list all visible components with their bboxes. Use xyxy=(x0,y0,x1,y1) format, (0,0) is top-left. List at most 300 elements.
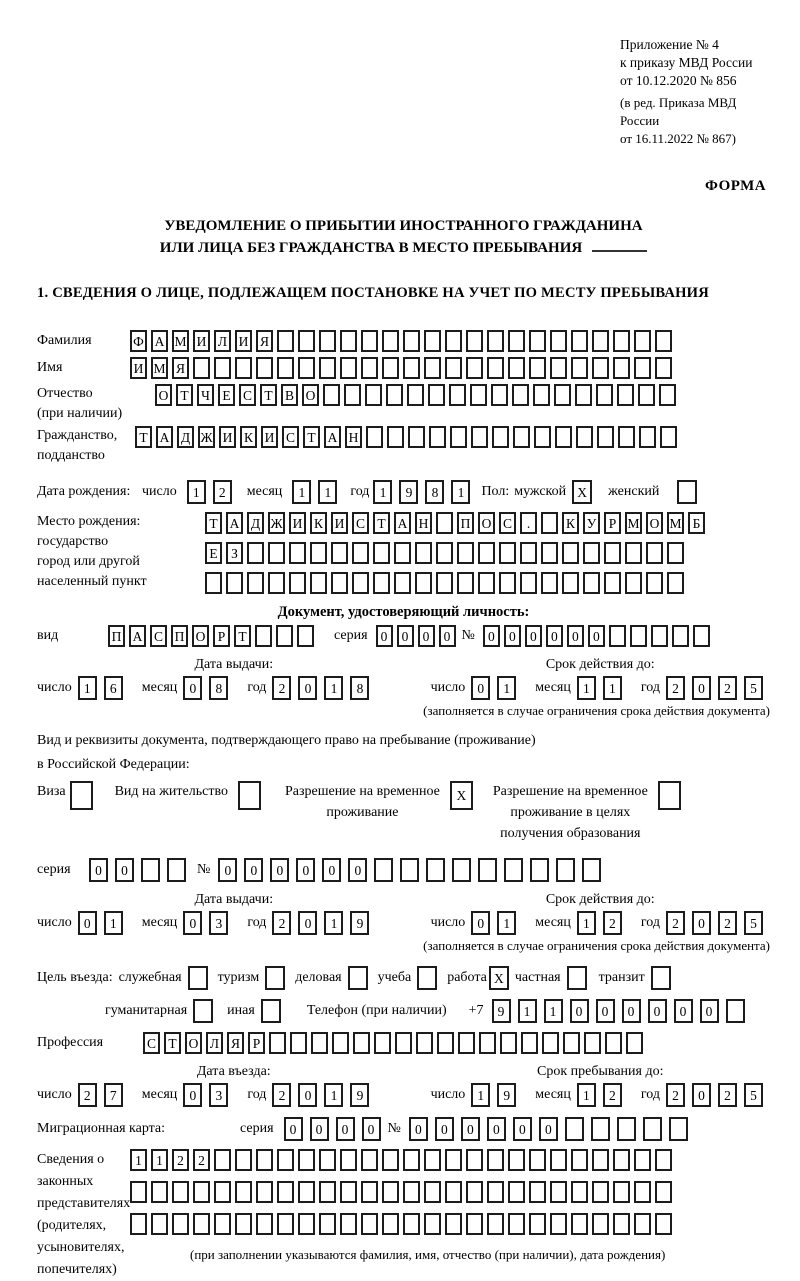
char-cell[interactable]: С xyxy=(150,625,167,647)
char-cell[interactable]: 0 xyxy=(622,999,641,1023)
char-cell[interactable]: 0 xyxy=(692,676,711,700)
char-cell[interactable] xyxy=(491,384,508,406)
char-cell[interactable] xyxy=(247,572,264,594)
char-cell[interactable]: М xyxy=(625,512,642,534)
char-cell[interactable]: 1 xyxy=(451,480,470,504)
char-cell[interactable] xyxy=(277,357,294,379)
char-cell[interactable] xyxy=(583,572,600,594)
char-cell[interactable] xyxy=(541,512,558,534)
char-cell[interactable] xyxy=(403,1149,420,1171)
char-cell[interactable] xyxy=(529,330,546,352)
char-cell[interactable]: 0 xyxy=(115,858,134,882)
char-cell[interactable] xyxy=(436,542,453,564)
char-cell[interactable] xyxy=(130,1181,147,1203)
char-cell[interactable] xyxy=(436,572,453,594)
char-cell[interactable] xyxy=(256,1213,273,1235)
char-cell[interactable]: Я xyxy=(172,357,189,379)
char-cell[interactable] xyxy=(235,1181,252,1203)
char-cell[interactable] xyxy=(466,1181,483,1203)
char-cell[interactable] xyxy=(374,1032,391,1054)
char-cell[interactable] xyxy=(550,1181,567,1203)
char-cell[interactable] xyxy=(693,625,710,647)
char-cell[interactable] xyxy=(214,1149,231,1171)
char-cell[interactable] xyxy=(605,1032,622,1054)
char-cell[interactable]: А xyxy=(156,426,173,448)
char-cell[interactable]: Р xyxy=(248,1032,265,1054)
char-cell[interactable] xyxy=(613,1181,630,1203)
char-cell[interactable]: 0 xyxy=(674,999,693,1023)
char-cell[interactable]: 0 xyxy=(298,676,317,700)
char-cell[interactable] xyxy=(672,625,689,647)
char-cell[interactable] xyxy=(172,1213,189,1235)
char-cell[interactable] xyxy=(487,1149,504,1171)
char-cell[interactable] xyxy=(669,1117,688,1141)
char-cell[interactable]: С xyxy=(282,426,299,448)
purpose-private-checkbox[interactable] xyxy=(567,966,587,990)
char-cell[interactable]: 2 xyxy=(193,1149,210,1171)
char-cell[interactable]: С xyxy=(143,1032,160,1054)
char-cell[interactable] xyxy=(533,384,550,406)
char-cell[interactable]: 0 xyxy=(471,911,490,935)
char-cell[interactable] xyxy=(319,1213,336,1235)
char-cell[interactable]: Е xyxy=(205,542,222,564)
char-cell[interactable]: О xyxy=(155,384,172,406)
char-cell[interactable]: 2 xyxy=(718,911,737,935)
char-cell[interactable] xyxy=(613,1149,630,1171)
char-cell[interactable]: 1 xyxy=(104,911,123,935)
char-cell[interactable]: 1 xyxy=(151,1149,168,1171)
char-cell[interactable]: У xyxy=(583,512,600,534)
char-cell[interactable] xyxy=(625,572,642,594)
char-cell[interactable]: 1 xyxy=(577,676,596,700)
char-cell[interactable] xyxy=(353,1032,370,1054)
char-cell[interactable] xyxy=(277,1213,294,1235)
char-cell[interactable] xyxy=(214,1181,231,1203)
purpose-study-checkbox[interactable] xyxy=(417,966,437,990)
char-cell[interactable] xyxy=(520,542,537,564)
char-cell[interactable] xyxy=(445,357,462,379)
char-cell[interactable]: 0 xyxy=(296,858,315,882)
char-cell[interactable]: 0 xyxy=(546,625,563,647)
char-cell[interactable]: О xyxy=(478,512,495,534)
char-cell[interactable] xyxy=(340,330,357,352)
char-cell[interactable] xyxy=(235,357,252,379)
sex-male-checkbox[interactable]: X xyxy=(572,480,592,504)
char-cell[interactable] xyxy=(487,1181,504,1203)
char-cell[interactable]: Ч xyxy=(197,384,214,406)
char-cell[interactable] xyxy=(478,542,495,564)
char-cell[interactable]: М xyxy=(667,512,684,534)
char-cell[interactable] xyxy=(289,572,306,594)
char-cell[interactable] xyxy=(424,1149,441,1171)
char-cell[interactable]: Н xyxy=(415,512,432,534)
char-cell[interactable]: 9 xyxy=(350,1083,369,1107)
char-cell[interactable] xyxy=(382,1149,399,1171)
char-cell[interactable] xyxy=(582,858,601,882)
char-cell[interactable] xyxy=(626,1032,643,1054)
char-cell[interactable] xyxy=(151,1181,168,1203)
char-cell[interactable] xyxy=(592,1149,609,1171)
char-cell[interactable]: 1 xyxy=(187,480,206,504)
char-cell[interactable] xyxy=(256,1149,273,1171)
char-cell[interactable]: И xyxy=(235,330,252,352)
char-cell[interactable] xyxy=(319,330,336,352)
char-cell[interactable] xyxy=(382,357,399,379)
purpose-work-checkbox[interactable]: X xyxy=(489,966,509,990)
char-cell[interactable] xyxy=(471,426,488,448)
char-cell[interactable]: 0 xyxy=(471,676,490,700)
char-cell[interactable]: Ж xyxy=(268,512,285,534)
char-cell[interactable] xyxy=(268,542,285,564)
char-cell[interactable]: З xyxy=(226,542,243,564)
char-cell[interactable]: 1 xyxy=(603,676,622,700)
char-cell[interactable] xyxy=(466,330,483,352)
char-cell[interactable] xyxy=(655,357,672,379)
char-cell[interactable]: 1 xyxy=(577,1083,596,1107)
char-cell[interactable] xyxy=(382,330,399,352)
char-cell[interactable] xyxy=(555,426,572,448)
char-cell[interactable] xyxy=(562,572,579,594)
char-cell[interactable]: 0 xyxy=(692,911,711,935)
char-cell[interactable] xyxy=(634,330,651,352)
char-cell[interactable] xyxy=(310,572,327,594)
char-cell[interactable] xyxy=(214,357,231,379)
char-cell[interactable] xyxy=(571,1149,588,1171)
char-cell[interactable]: 0 xyxy=(588,625,605,647)
char-cell[interactable]: 2 xyxy=(272,676,291,700)
char-cell[interactable]: 2 xyxy=(666,1083,685,1107)
char-cell[interactable] xyxy=(508,330,525,352)
char-cell[interactable]: 0 xyxy=(483,625,500,647)
char-cell[interactable]: П xyxy=(457,512,474,534)
char-cell[interactable] xyxy=(361,357,378,379)
char-cell[interactable]: 0 xyxy=(376,625,393,647)
char-cell[interactable] xyxy=(395,1032,412,1054)
char-cell[interactable]: 0 xyxy=(539,1117,558,1141)
char-cell[interactable] xyxy=(638,384,655,406)
char-cell[interactable] xyxy=(256,357,273,379)
char-cell[interactable]: 2 xyxy=(718,676,737,700)
char-cell[interactable]: И xyxy=(331,512,348,534)
char-cell[interactable]: А xyxy=(129,625,146,647)
char-cell[interactable] xyxy=(424,330,441,352)
char-cell[interactable] xyxy=(591,1117,610,1141)
char-cell[interactable]: 9 xyxy=(350,911,369,935)
char-cell[interactable] xyxy=(487,330,504,352)
char-cell[interactable] xyxy=(508,1149,525,1171)
char-cell[interactable] xyxy=(408,426,425,448)
char-cell[interactable]: И xyxy=(261,426,278,448)
purpose-humanitarian-checkbox[interactable] xyxy=(193,999,213,1023)
char-cell[interactable]: А xyxy=(394,512,411,534)
char-cell[interactable]: И xyxy=(219,426,236,448)
char-cell[interactable] xyxy=(541,572,558,594)
char-cell[interactable] xyxy=(571,330,588,352)
char-cell[interactable] xyxy=(297,625,314,647)
char-cell[interactable] xyxy=(571,357,588,379)
char-cell[interactable] xyxy=(319,1149,336,1171)
char-cell[interactable]: М xyxy=(172,330,189,352)
char-cell[interactable]: Т xyxy=(303,426,320,448)
char-cell[interactable]: 9 xyxy=(497,1083,516,1107)
char-cell[interactable]: 8 xyxy=(209,676,228,700)
char-cell[interactable]: 1 xyxy=(292,480,311,504)
char-cell[interactable] xyxy=(660,426,677,448)
char-cell[interactable]: И xyxy=(193,330,210,352)
edu-permit-checkbox[interactable] xyxy=(658,781,681,810)
char-cell[interactable] xyxy=(655,1149,672,1171)
char-cell[interactable]: 0 xyxy=(596,999,615,1023)
char-cell[interactable]: 0 xyxy=(570,999,589,1023)
char-cell[interactable]: 2 xyxy=(603,1083,622,1107)
char-cell[interactable] xyxy=(500,1032,517,1054)
char-cell[interactable]: Ж xyxy=(198,426,215,448)
char-cell[interactable]: К xyxy=(240,426,257,448)
char-cell[interactable] xyxy=(550,1213,567,1235)
char-cell[interactable]: К xyxy=(562,512,579,534)
char-cell[interactable]: А xyxy=(151,330,168,352)
char-cell[interactable] xyxy=(214,1213,231,1235)
char-cell[interactable]: . xyxy=(520,512,537,534)
char-cell[interactable] xyxy=(151,1213,168,1235)
char-cell[interactable]: 2 xyxy=(718,1083,737,1107)
char-cell[interactable]: Т xyxy=(135,426,152,448)
char-cell[interactable] xyxy=(387,426,404,448)
char-cell[interactable]: 1 xyxy=(497,676,516,700)
char-cell[interactable] xyxy=(445,1181,462,1203)
char-cell[interactable] xyxy=(424,357,441,379)
char-cell[interactable] xyxy=(289,542,306,564)
char-cell[interactable]: 0 xyxy=(461,1117,480,1141)
char-cell[interactable]: Д xyxy=(177,426,194,448)
char-cell[interactable]: 0 xyxy=(322,858,341,882)
char-cell[interactable] xyxy=(604,572,621,594)
char-cell[interactable] xyxy=(426,858,445,882)
char-cell[interactable]: 6 xyxy=(104,676,123,700)
char-cell[interactable] xyxy=(592,1213,609,1235)
char-cell[interactable] xyxy=(466,1213,483,1235)
char-cell[interactable] xyxy=(613,357,630,379)
char-cell[interactable] xyxy=(255,625,272,647)
char-cell[interactable]: 0 xyxy=(362,1117,381,1141)
char-cell[interactable]: 2 xyxy=(78,1083,97,1107)
char-cell[interactable]: Т xyxy=(176,384,193,406)
char-cell[interactable] xyxy=(445,1213,462,1235)
char-cell[interactable] xyxy=(520,572,537,594)
char-cell[interactable] xyxy=(407,384,424,406)
char-cell[interactable] xyxy=(562,542,579,564)
char-cell[interactable] xyxy=(361,1181,378,1203)
char-cell[interactable] xyxy=(269,1032,286,1054)
char-cell[interactable]: 3 xyxy=(209,1083,228,1107)
char-cell[interactable] xyxy=(542,1032,559,1054)
char-cell[interactable]: 2 xyxy=(666,911,685,935)
char-cell[interactable] xyxy=(403,1181,420,1203)
char-cell[interactable] xyxy=(331,542,348,564)
char-cell[interactable]: Т xyxy=(205,512,222,534)
char-cell[interactable]: 1 xyxy=(544,999,563,1023)
char-cell[interactable]: Н xyxy=(345,426,362,448)
char-cell[interactable]: 0 xyxy=(183,676,202,700)
char-cell[interactable] xyxy=(247,542,264,564)
char-cell[interactable] xyxy=(382,1181,399,1203)
char-cell[interactable]: 1 xyxy=(373,480,392,504)
char-cell[interactable]: А xyxy=(324,426,341,448)
char-cell[interactable] xyxy=(499,542,516,564)
char-cell[interactable] xyxy=(298,1181,315,1203)
char-cell[interactable] xyxy=(643,1117,662,1141)
char-cell[interactable] xyxy=(340,1181,357,1203)
char-cell[interactable]: О xyxy=(646,512,663,534)
char-cell[interactable] xyxy=(550,1149,567,1171)
char-cell[interactable]: 0 xyxy=(648,999,667,1023)
char-cell[interactable] xyxy=(310,542,327,564)
char-cell[interactable]: 1 xyxy=(324,676,343,700)
char-cell[interactable] xyxy=(298,1149,315,1171)
char-cell[interactable] xyxy=(437,1032,454,1054)
char-cell[interactable] xyxy=(512,384,529,406)
char-cell[interactable]: Е xyxy=(218,384,235,406)
char-cell[interactable] xyxy=(352,572,369,594)
char-cell[interactable] xyxy=(550,357,567,379)
purpose-commercial-checkbox[interactable] xyxy=(348,966,368,990)
char-cell[interactable] xyxy=(277,330,294,352)
char-cell[interactable] xyxy=(630,625,647,647)
char-cell[interactable]: С xyxy=(499,512,516,534)
char-cell[interactable] xyxy=(584,1032,601,1054)
char-cell[interactable] xyxy=(416,1032,433,1054)
char-cell[interactable]: Я xyxy=(227,1032,244,1054)
char-cell[interactable] xyxy=(659,384,676,406)
char-cell[interactable] xyxy=(373,572,390,594)
char-cell[interactable] xyxy=(415,572,432,594)
char-cell[interactable] xyxy=(592,357,609,379)
char-cell[interactable] xyxy=(400,858,419,882)
char-cell[interactable]: 2 xyxy=(272,911,291,935)
char-cell[interactable] xyxy=(268,572,285,594)
char-cell[interactable]: 5 xyxy=(744,1083,763,1107)
char-cell[interactable]: 1 xyxy=(324,1083,343,1107)
char-cell[interactable] xyxy=(403,330,420,352)
char-cell[interactable] xyxy=(403,357,420,379)
char-cell[interactable] xyxy=(424,1181,441,1203)
char-cell[interactable] xyxy=(366,426,383,448)
char-cell[interactable] xyxy=(403,1213,420,1235)
char-cell[interactable] xyxy=(193,357,210,379)
char-cell[interactable] xyxy=(625,542,642,564)
char-cell[interactable] xyxy=(563,1032,580,1054)
char-cell[interactable] xyxy=(499,572,516,594)
char-cell[interactable]: 0 xyxy=(183,1083,202,1107)
char-cell[interactable] xyxy=(479,1032,496,1054)
char-cell[interactable] xyxy=(651,625,668,647)
char-cell[interactable] xyxy=(634,1181,651,1203)
char-cell[interactable]: 1 xyxy=(318,480,337,504)
char-cell[interactable] xyxy=(583,542,600,564)
char-cell[interactable] xyxy=(373,542,390,564)
char-cell[interactable]: 0 xyxy=(409,1117,428,1141)
char-cell[interactable]: 0 xyxy=(700,999,719,1023)
char-cell[interactable]: 0 xyxy=(298,1083,317,1107)
char-cell[interactable] xyxy=(290,1032,307,1054)
char-cell[interactable]: 0 xyxy=(270,858,289,882)
char-cell[interactable]: Т xyxy=(260,384,277,406)
char-cell[interactable] xyxy=(466,357,483,379)
char-cell[interactable] xyxy=(565,1117,584,1141)
char-cell[interactable]: 5 xyxy=(744,911,763,935)
char-cell[interactable] xyxy=(508,1181,525,1203)
char-cell[interactable]: 1 xyxy=(518,999,537,1023)
char-cell[interactable]: 2 xyxy=(213,480,232,504)
char-cell[interactable]: 0 xyxy=(284,1117,303,1141)
char-cell[interactable] xyxy=(340,1213,357,1235)
char-cell[interactable] xyxy=(508,1213,525,1235)
char-cell[interactable] xyxy=(340,1149,357,1171)
char-cell[interactable]: Т xyxy=(234,625,251,647)
char-cell[interactable] xyxy=(424,1213,441,1235)
char-cell[interactable] xyxy=(576,426,593,448)
purpose-other-checkbox[interactable] xyxy=(261,999,281,1023)
char-cell[interactable] xyxy=(394,542,411,564)
char-cell[interactable] xyxy=(492,426,509,448)
char-cell[interactable] xyxy=(298,1213,315,1235)
char-cell[interactable] xyxy=(429,426,446,448)
char-cell[interactable] xyxy=(597,426,614,448)
char-cell[interactable]: П xyxy=(171,625,188,647)
char-cell[interactable]: С xyxy=(352,512,369,534)
char-cell[interactable]: Д xyxy=(247,512,264,534)
char-cell[interactable] xyxy=(541,542,558,564)
char-cell[interactable] xyxy=(193,1213,210,1235)
char-cell[interactable] xyxy=(726,999,745,1023)
char-cell[interactable]: 0 xyxy=(439,625,456,647)
char-cell[interactable] xyxy=(634,1149,651,1171)
char-cell[interactable] xyxy=(529,1149,546,1171)
char-cell[interactable]: И xyxy=(289,512,306,534)
char-cell[interactable]: 2 xyxy=(666,676,685,700)
char-cell[interactable]: 0 xyxy=(504,625,521,647)
purpose-business-checkbox[interactable] xyxy=(188,966,208,990)
char-cell[interactable]: 0 xyxy=(336,1117,355,1141)
char-cell[interactable]: 8 xyxy=(425,480,444,504)
char-cell[interactable]: 2 xyxy=(603,911,622,935)
char-cell[interactable] xyxy=(655,1213,672,1235)
char-cell[interactable]: 8 xyxy=(350,676,369,700)
char-cell[interactable] xyxy=(386,384,403,406)
purpose-tourism-checkbox[interactable] xyxy=(265,966,285,990)
char-cell[interactable]: 0 xyxy=(435,1117,454,1141)
char-cell[interactable] xyxy=(394,572,411,594)
char-cell[interactable] xyxy=(634,1213,651,1235)
char-cell[interactable]: 0 xyxy=(567,625,584,647)
char-cell[interactable]: 0 xyxy=(487,1117,506,1141)
char-cell[interactable] xyxy=(450,426,467,448)
char-cell[interactable]: 9 xyxy=(492,999,511,1023)
char-cell[interactable]: Л xyxy=(206,1032,223,1054)
char-cell[interactable]: И xyxy=(130,357,147,379)
char-cell[interactable] xyxy=(319,357,336,379)
char-cell[interactable]: О xyxy=(302,384,319,406)
char-cell[interactable]: В xyxy=(281,384,298,406)
char-cell[interactable] xyxy=(550,330,567,352)
char-cell[interactable]: 0 xyxy=(513,1117,532,1141)
char-cell[interactable] xyxy=(667,572,684,594)
char-cell[interactable] xyxy=(478,572,495,594)
char-cell[interactable] xyxy=(592,330,609,352)
char-cell[interactable] xyxy=(365,384,382,406)
char-cell[interactable] xyxy=(554,384,571,406)
char-cell[interactable]: 2 xyxy=(272,1083,291,1107)
